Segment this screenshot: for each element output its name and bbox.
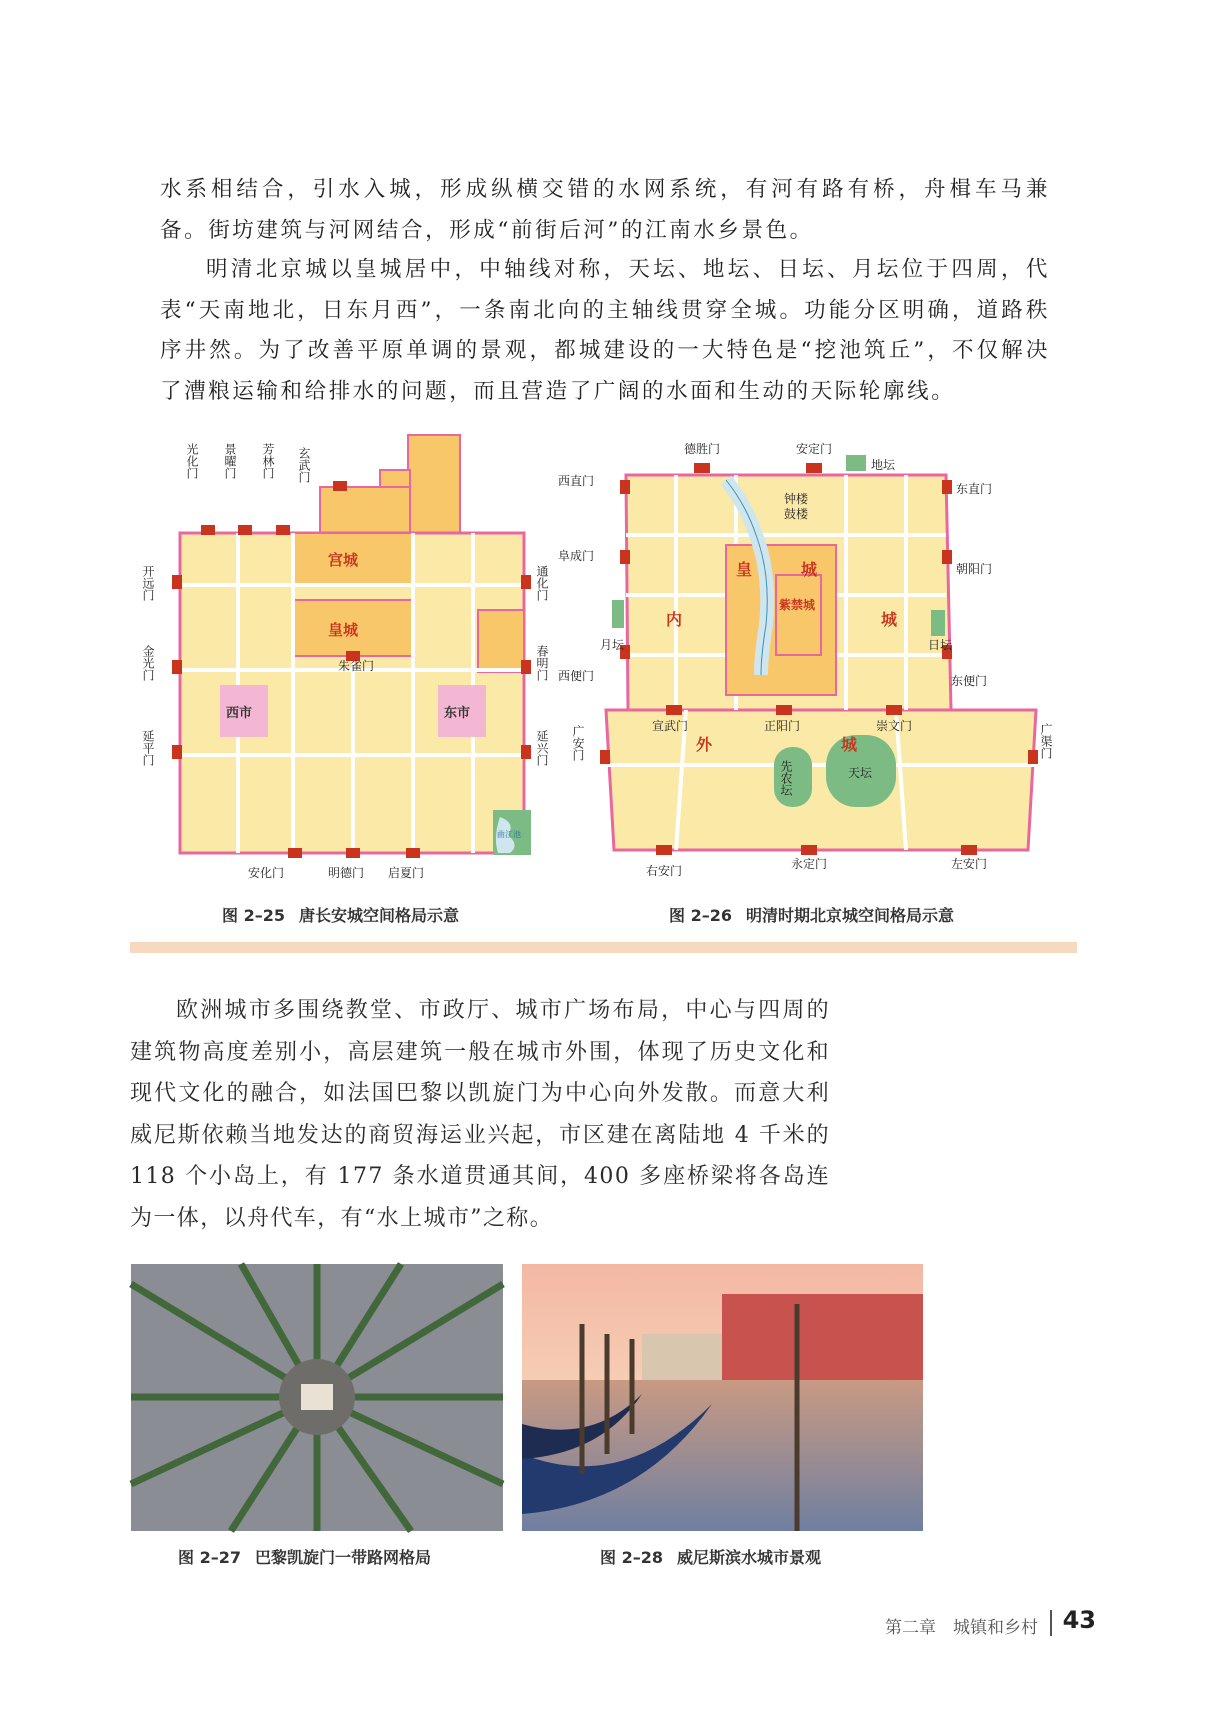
- label-gongcheng: 宫城: [328, 551, 359, 569]
- label-zhengyang: 正阳门: [764, 719, 801, 733]
- label-chunming: 春明门: [535, 645, 549, 681]
- label-anhua: 安化门: [248, 866, 285, 880]
- label-tonghua: 通化门: [535, 565, 549, 601]
- paragraph-europe: 欧洲城市多围绕教堂、市政厅、城市广场布局，中心与四周的建筑物高度差别小，高层建筑一般在城市外围，体现了历史文化和现代文化的融合，如法国巴黎以凯旋门为中心向外发散。而意大利威尼斯依赖当地发达的商贸海运业兴起，市区建在离陆地 4 千米的 118 个小岛上，有 177 条水道贯通其间，400 多座桥梁将各岛连为一体，以舟代车，有“水上城市”之称。: [130, 998, 830, 1231]
- label-huang: 皇: [736, 560, 753, 579]
- label-xishi: 西市: [226, 706, 253, 721]
- footer-divider: [1050, 1610, 1052, 1636]
- changan-map: [141, 425, 549, 885]
- label-qujiang: 曲江池: [497, 830, 521, 839]
- paragraph-continuation: 水系相结合，引水入城，形成纵横交错的水网系统，有河有路有桥，舟楫车马兼备。街坊建筑与河网结合，形成“前街后河”的江南水乡景色。: [160, 177, 1050, 243]
- label-desheng: 德胜门: [684, 442, 721, 456]
- label-yanping: 延平门: [141, 730, 155, 766]
- label-zuoan: 左安门: [951, 857, 988, 871]
- photo-paris: [131, 1264, 503, 1531]
- paragraph-beijing: 明清北京城以皇城居中，中轴线对称，天坛、地坛、日坛、月坛位于四周，代表“天南地北，日东月西”，一条南北向的主轴线贯穿全城。功能分区明确，道路秩序井然。为了改善平原单调的景观，都城建设的一大特色是“挖池筑丘”，不仅解决了漕粮运输和给排水的问题，而且营造了广阔的水面和生动的天际轮廓线。: [160, 257, 1050, 404]
- label-cheng: 城: [801, 560, 818, 579]
- label-yuetan: 月坛: [600, 638, 625, 652]
- label-youan: 右安门: [646, 864, 683, 878]
- label-qixia: 启夏门: [388, 866, 425, 880]
- label-dongzhi: 东直门: [956, 482, 993, 496]
- label-zhuque: 朱雀门: [338, 659, 375, 673]
- label-xizhi: 西直门: [558, 474, 595, 488]
- label-zhonglou: 钟楼: [784, 492, 809, 506]
- label-fanglin: 芳林门: [261, 443, 275, 479]
- label-guangqu: 广渠门: [1039, 723, 1053, 759]
- label-neicheng: 城: [881, 610, 898, 629]
- photo-venice: [522, 1264, 923, 1531]
- chapter-title: 第二章 城镇和乡村: [885, 1618, 1038, 1638]
- label-ritan: 日坛: [928, 638, 953, 652]
- label-xuanwu: 玄武门: [297, 447, 311, 483]
- label-chaoyang: 朝阳门: [956, 562, 993, 576]
- caption-fig-2-25: 图 2–25 唐长安城空间格局示意: [222, 906, 459, 925]
- caption-fig-2-27: 图 2–27 巴黎凯旋门一带路网格局: [178, 1548, 431, 1567]
- label-dongshi: 东市: [444, 706, 471, 721]
- label-guangan: 广安门: [571, 725, 585, 761]
- label-xibian: 西便门: [558, 669, 595, 683]
- label-anding: 安定门: [796, 442, 833, 456]
- label-huangcheng: 皇城: [328, 621, 359, 639]
- label-yanxing: 延兴门: [535, 730, 549, 766]
- label-jinguang: 金光门: [141, 645, 155, 681]
- label-yongding: 永定门: [791, 857, 828, 871]
- label-xiannong: 先农坛: [779, 760, 793, 796]
- caption-fig-2-28: 图 2–28 威尼斯滨水城市景观: [600, 1548, 821, 1567]
- label-gulou: 鼓楼: [784, 507, 809, 521]
- page-number: 43: [1062, 1606, 1096, 1634]
- label-chongwen: 崇文门: [876, 719, 913, 733]
- label-guanghua: 光化门: [185, 443, 199, 479]
- label-fucheng: 阜成门: [558, 549, 595, 563]
- beijing-map: [558, 425, 1056, 885]
- label-xuanwu: 宣武门: [652, 719, 689, 733]
- label-jingyao: 景曜门: [223, 443, 237, 479]
- label-zijin: 紫禁城: [779, 598, 816, 612]
- label-waicheng: 城: [841, 735, 858, 754]
- label-tiantan: 天坛: [848, 766, 873, 780]
- label-kaiyuan: 开远门: [141, 565, 155, 601]
- label-dongbian: 东便门: [951, 674, 988, 688]
- caption-fig-2-26: 图 2–26 明清时期北京城空间格局示意: [669, 906, 954, 925]
- label-ditan: 地坛: [871, 458, 896, 472]
- section-divider: [130, 942, 1077, 953]
- label-nei: 内: [666, 610, 683, 629]
- page-footer: [880, 1606, 1102, 1640]
- label-wai: 外: [696, 735, 713, 754]
- label-mingde: 明德门: [328, 866, 365, 880]
